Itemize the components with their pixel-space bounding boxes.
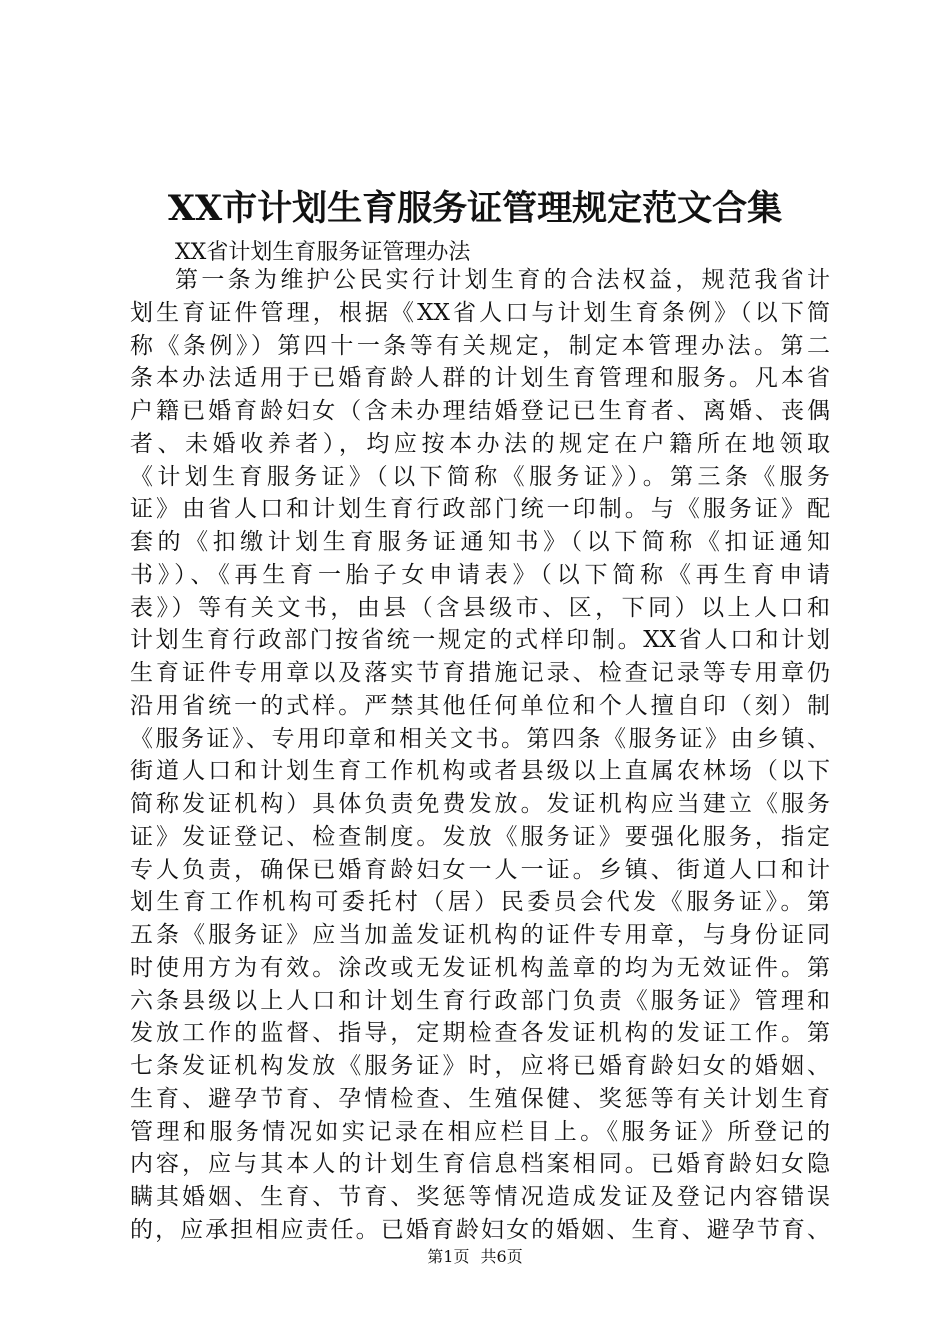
body-line: 专人负责，确保已婚育龄妇女一人一证。乡镇、街道人口和计 xyxy=(130,856,830,883)
page-total: 共6页 xyxy=(480,1247,523,1266)
body-line: 证》由省人口和计划生育行政部门统一印制。与《服务证》配 xyxy=(130,496,830,523)
body-line: 第一条为维护公民实行计划生育的合法权益，规范我省计 xyxy=(175,267,830,293)
body-line: 表》）等有关文书，由县（含县级市、区，下同）以上人口和 xyxy=(130,594,830,621)
document-body xyxy=(130,264,830,1247)
body-line: 划生育证件管理，根据《XX省人口与计划生育条例》（以下简 xyxy=(130,299,830,326)
body-line: 瞒其婚姻、生育、节育、奖惩等情况造成发证及登记内容错误 xyxy=(130,1184,830,1210)
body-line: 条本办法适用于已婚育龄人群的计划生育管理和服务。凡本省 xyxy=(130,365,830,392)
body-line: 计划生育行政部门按省统一规定的式样印制。XX省人口和计划 xyxy=(130,627,830,654)
page-number: 第1页 xyxy=(427,1247,470,1266)
body-line: 五条《服务证》应当加盖发证机构的证件专用章，与身份证同 xyxy=(130,922,830,948)
body-line: 发放工作的监督、指导，定期检查各发证机构的发证工作。第 xyxy=(130,1020,830,1047)
body-line: 管理和服务情况如实记录在相应栏目上。《服务证》所登记的 xyxy=(130,1118,830,1145)
body-line: 简称发证机构）具体负责免费发放。发证机构应当建立《服务 xyxy=(130,791,830,817)
body-line: 沿用省统一的式样。严禁其他任何单位和个人擅自印（刻）制 xyxy=(130,692,830,719)
body-line: 《服务证》、专用印章和相关文书。第四条《服务证》由乡镇、 xyxy=(130,725,830,752)
body-line: 街道人口和计划生育工作机构或者县级以上直属农林场（以下 xyxy=(130,758,830,785)
body-line: 者、未婚收养者），均应按本办法的规定在户籍所在地领取 xyxy=(130,430,830,457)
body-line: 《计划生育服务证》（以下简称《服务证》）。第三条《服务 xyxy=(130,463,830,490)
document-subtitle: XX省计划生育服务证管理办法 xyxy=(175,240,471,265)
body-line: 证》发证登记、检查制度。发放《服务证》要强化服务，指定 xyxy=(130,823,830,850)
page-footer xyxy=(0,1246,950,1268)
body-line: 称《条例》）第四十一条等有关规定，制定本管理办法。第二 xyxy=(130,332,830,359)
body-line: 内容，应与其本人的计划生育信息档案相同。已婚育龄妇女隐 xyxy=(130,1151,830,1178)
document-title: XX市计划生育服务证管理规定范文合集 xyxy=(167,188,783,229)
body-line: 时使用方为有效。涂改或无发证机构盖章的均为无效证件。第 xyxy=(130,954,830,981)
body-line: 划生育工作机构可委托村（居）民委员会代发《服务证》。第 xyxy=(130,889,830,916)
body-line: 六条县级以上人口和计划生育行政部门负责《服务证》管理和 xyxy=(130,987,830,1014)
body-line: 七条发证机构发放《服务证》时，应将已婚育龄妇女的婚姻、 xyxy=(130,1053,830,1079)
body-line: 书》）、《再生育一胎子女申请表》（以下简称《再生育申请 xyxy=(130,561,830,588)
body-line: 的，应承担相应责任。已婚育龄妇女的婚姻、生育、避孕节育、 xyxy=(130,1216,830,1243)
body-line: 户籍已婚育龄妇女（含未办理结婚登记已生育者、离婚、丧偶 xyxy=(130,398,830,424)
body-line: 生育、避孕节育、孕情检查、生殖保健、奖惩等有关计划生育 xyxy=(130,1085,830,1112)
body-line: 生育证件专用章以及落实节育措施记录、检查记录等专用章仍 xyxy=(130,660,830,686)
body-line: 套的《扣缴计划生育服务证通知书》（以下简称《扣证通知 xyxy=(130,529,830,555)
